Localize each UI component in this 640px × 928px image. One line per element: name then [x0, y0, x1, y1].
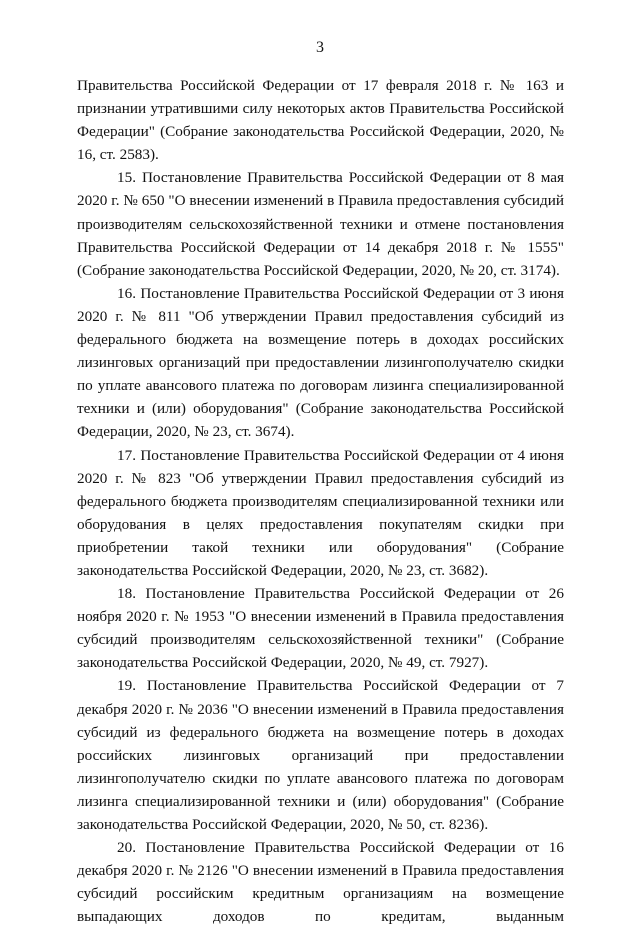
- paragraph-item-16: 16. Постановление Правительства Российской Федерации от 3 июня 2020 г. № 811 "Об утверждении Правил предоставления субсидий из федерального бюджета на возмещение потерь в доходах российских лизинговых организаций при предоставлении лизингополучателю скидки по уплате авансового платежа по договорам лизинга специализированной техники и (или) оборудования" (Собрание законодательства Российской Федерации, 2020, № 23, ст. 3674).: [77, 284, 564, 441]
- paragraph-continuation: Правительства Российской Федерации от 17 февраля 2018 г. № 163 и признании утратившими силу некоторых актов Правительства Российской Федерации" (Собрание законодательства Российской Федерации, 2020, № 16, ст. 2583).: [77, 77, 564, 164]
- paragraph-item-18: 18. Постановление Правительства Российской Федерации от 26 ноября 2020 г. № 1953 "О внесении изменений в Правила предоставления субсидий производителям сельскохозяйственной техники" (Собрание законодательства Российской Федерации, 2020, № 49, ст. 7927).: [77, 585, 564, 672]
- document-body: [77, 74, 564, 928]
- paragraph-item-17: 17. Постановление Правительства Российской Федерации от 4 июня 2020 г. № 823 "Об утверждении Правил предоставления субсидий из федерального бюджета производителям специализированной техники или оборудования в целях предоставления покупателям скидки при приобретении такой техники или оборудования" (Собрание законодательства Российской Федерации, 2020, № 23, ст. 3682).: [77, 446, 564, 579]
- page-number: 3: [316, 39, 324, 56]
- paragraph-item-20: 20. Постановление Правительства Российской Федерации от 16 декабря 2020 г. № 2126 "О внесении изменений в Правила предоставления субсидий российским кредитным организациям на возмещение выпадающих доходов по кредитам, выданным: [77, 839, 564, 926]
- paragraph-item-19: 19. Постановление Правительства Российской Федерации от 7 декабря 2020 г. № 2036 "О внесении изменений в Правила предоставления субсидий из федерального бюджета на возмещение потерь в доходах российских лизинговых организаций при предоставлении лизингополучателю скидки по уплате авансового платежа по договорам лизинга специализированной техники и (или) оборудования" (Собрание законодательства Российской Федерации, 2020, № 50, ст. 8236).: [77, 677, 564, 833]
- paragraph-item-15: 15. Постановление Правительства Российской Федерации от 8 мая 2020 г. № 650 "О внесении изменений в Правила предоставления субсидий производителям сельскохозяйственной техники и отмене постановления Правительства Российской Федерации от 14 декабря 2018 г. № 1555" (Собрание законодательства Российской Федерации, 2020, № 20, ст. 3174).: [77, 169, 564, 279]
